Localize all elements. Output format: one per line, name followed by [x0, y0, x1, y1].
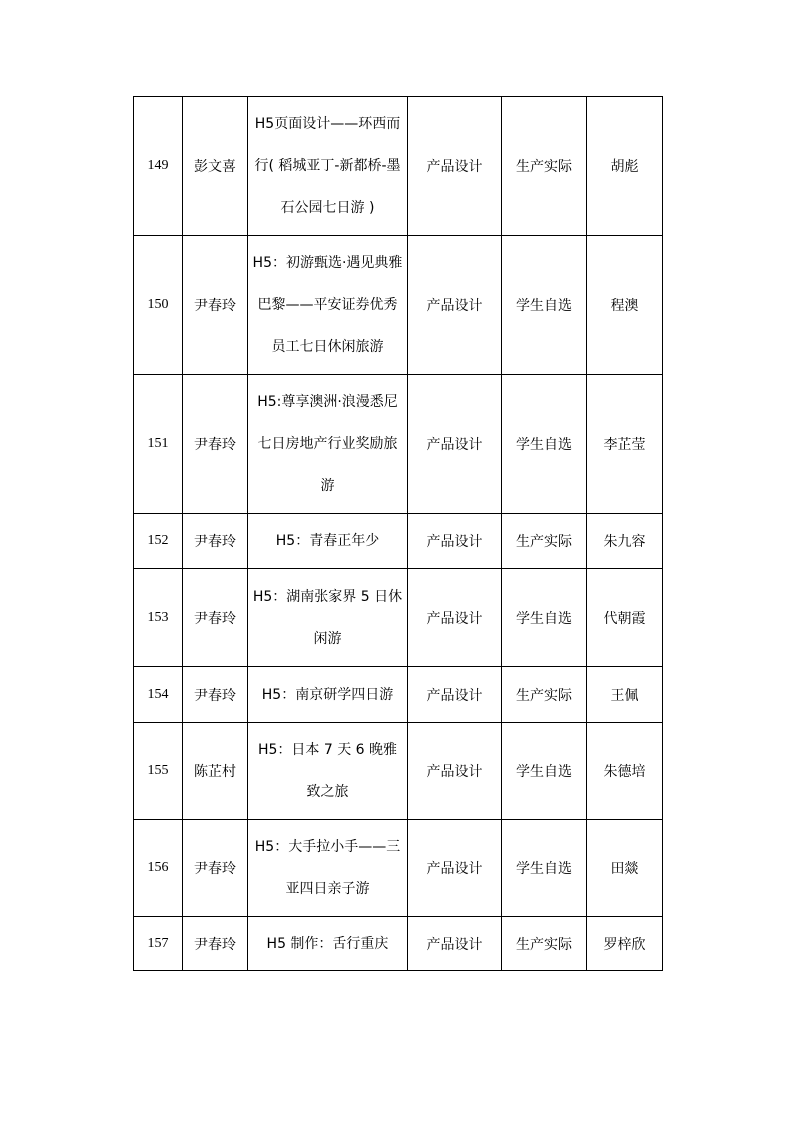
table-row: [134, 723, 663, 820]
cell-student: 代朝霞: [587, 569, 663, 667]
cell-title: H5：南京研学四日游: [248, 667, 408, 723]
cell-number: 152: [134, 514, 183, 569]
cell-type: 产品设计: [408, 514, 502, 569]
table-row: [134, 236, 663, 375]
cell-student: 王佩: [587, 667, 663, 723]
cell-teacher: 尹春玲: [183, 569, 248, 667]
cell-source: 学生自选: [502, 820, 587, 917]
cell-number: 155: [134, 723, 183, 820]
cell-number: 154: [134, 667, 183, 723]
project-table: [133, 96, 663, 971]
cell-title: H5页面设计——环西而行( 稻城亚丁-新都桥-墨石公园七日游 ): [248, 97, 408, 236]
cell-title: H5 制作：舌行重庆: [248, 917, 408, 971]
cell-teacher: 陈芷村: [183, 723, 248, 820]
cell-type: 产品设计: [408, 820, 502, 917]
cell-type: 产品设计: [408, 375, 502, 514]
cell-title: H5:尊享澳洲·浪漫悉尼七日房地产行业奖励旅游: [248, 375, 408, 514]
cell-type: 产品设计: [408, 917, 502, 971]
cell-student: 朱德培: [587, 723, 663, 820]
cell-student: 李芷莹: [587, 375, 663, 514]
cell-student: 胡彪: [587, 97, 663, 236]
cell-number: 151: [134, 375, 183, 514]
cell-source: 生产实际: [502, 97, 587, 236]
cell-student: 朱九容: [587, 514, 663, 569]
cell-type: 产品设计: [408, 569, 502, 667]
cell-number: 156: [134, 820, 183, 917]
cell-type: 产品设计: [408, 236, 502, 375]
table-row: [134, 820, 663, 917]
table-row: [134, 569, 663, 667]
cell-title: H5：大手拉小手——三亚四日亲子游: [248, 820, 408, 917]
cell-teacher: 尹春玲: [183, 917, 248, 971]
table-row: [134, 375, 663, 514]
cell-title: H5：日本 7 天 6 晚雅致之旅: [248, 723, 408, 820]
cell-number: 149: [134, 97, 183, 236]
cell-student: 罗梓欣: [587, 917, 663, 971]
cell-source: 学生自选: [502, 569, 587, 667]
table-row: [134, 97, 663, 236]
cell-student: 田燚: [587, 820, 663, 917]
table-row: [134, 917, 663, 971]
cell-teacher: 尹春玲: [183, 375, 248, 514]
cell-source: 生产实际: [502, 667, 587, 723]
table-row: [134, 667, 663, 723]
cell-teacher: 尹春玲: [183, 236, 248, 375]
cell-source: 生产实际: [502, 917, 587, 971]
cell-student: 程澳: [587, 236, 663, 375]
cell-teacher: 尹春玲: [183, 667, 248, 723]
cell-type: 产品设计: [408, 723, 502, 820]
cell-source: 学生自选: [502, 723, 587, 820]
cell-number: 153: [134, 569, 183, 667]
cell-title: H5：青春正年少: [248, 514, 408, 569]
cell-number: 157: [134, 917, 183, 971]
cell-source: 学生自选: [502, 375, 587, 514]
cell-teacher: 尹春玲: [183, 820, 248, 917]
cell-teacher: 彭文喜: [183, 97, 248, 236]
cell-title: H5：湖南张家界 5 日休闲游: [248, 569, 408, 667]
cell-type: 产品设计: [408, 97, 502, 236]
cell-source: 生产实际: [502, 514, 587, 569]
cell-type: 产品设计: [408, 667, 502, 723]
cell-title: H5：初游甄选·遇见典雅巴黎——平安证券优秀员工七日休闲旅游: [248, 236, 408, 375]
table-row: [134, 514, 663, 569]
cell-source: 学生自选: [502, 236, 587, 375]
cell-number: 150: [134, 236, 183, 375]
cell-teacher: 尹春玲: [183, 514, 248, 569]
